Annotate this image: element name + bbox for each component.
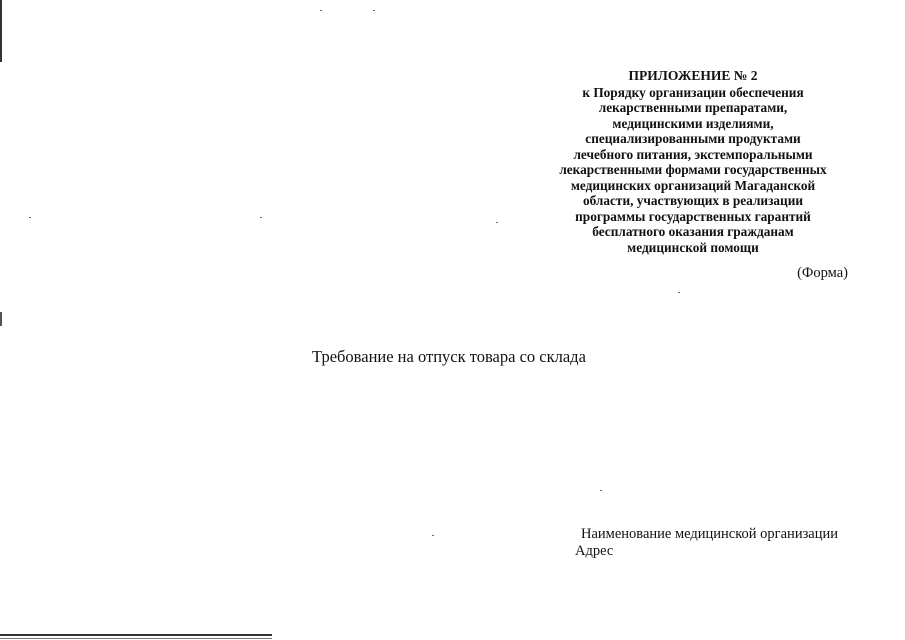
appendix-line: бесплатного оказания гражданам — [592, 224, 794, 239]
scan-edge-mark — [0, 312, 2, 326]
appendix-line: специализированными продуктами — [585, 131, 801, 146]
scan-speck — [496, 222, 498, 223]
appendix-header — [528, 68, 858, 255]
appendix-line: к Порядку организации обеспечения — [582, 84, 804, 100]
scan-edge-line — [0, 0, 2, 62]
scan-bottom-rule-shadow — [0, 638, 272, 639]
form-label: (Форма) — [797, 265, 848, 281]
appendix-line: лекарственными формами государственных — [559, 162, 827, 177]
appendix-line: медицинскими изделиями, — [612, 115, 774, 131]
scan-speck — [432, 535, 434, 536]
organization-name-label: Наименование медицинской организации — [581, 526, 839, 542]
scan-speck — [373, 10, 375, 11]
appendix-line: медицинской помощи — [627, 239, 759, 255]
scan-speck — [320, 10, 322, 11]
appendix-title: ПРИЛОЖЕНИЕ № 2 — [628, 68, 758, 83]
appendix-line: медицинских организаций Магаданской — [570, 177, 816, 193]
appendix-line: области, участвующих в реализации — [582, 193, 804, 208]
organization-block — [575, 526, 838, 560]
appendix-line: лекарственными препаратами, — [598, 100, 788, 115]
scan-speck — [600, 490, 602, 491]
organization-address-label: Адрес — [575, 543, 614, 559]
scan-speck — [678, 292, 680, 293]
scan-speck — [260, 217, 262, 218]
appendix-line: лечебного питания, экстемпоральными — [573, 146, 813, 162]
scan-speck — [29, 217, 31, 218]
scan-bottom-rule — [0, 634, 272, 636]
document-title: Требование на отпуск товара со склада — [312, 347, 586, 366]
appendix-line: программы государственных гарантий — [575, 208, 811, 224]
